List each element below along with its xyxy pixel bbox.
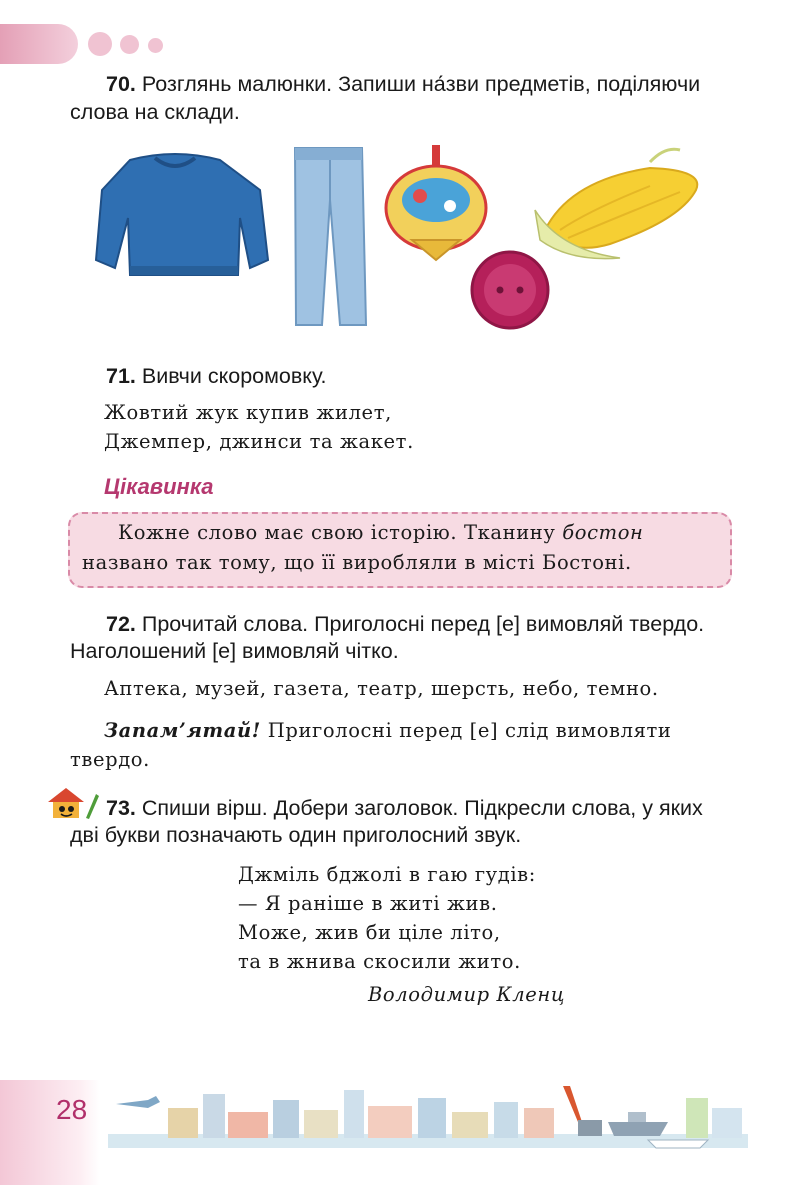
task-number: 72. — [106, 612, 136, 636]
poem-author: Володимир Кленц — [368, 983, 566, 1006]
fact-text-line: названо так тому, що її виробляли в місті Бостоні. — [82, 551, 632, 574]
task-text: Прочитай слова. Приголосні перед [е] вимовляй твердо. — [141, 612, 705, 636]
task-text: Спиши вірш. Добери заголовок. Підкресли слова, у яких — [141, 796, 703, 820]
remember-line — [104, 716, 672, 746]
header-tab-decoration — [0, 24, 78, 64]
fact-heading: Цікавинка — [104, 474, 214, 499]
task-70-text-continued: слова на склади. — [70, 100, 240, 124]
poem-line: Джміль бджолі в гаю гудів: — [238, 863, 536, 886]
header-dot-decoration — [148, 38, 163, 53]
task-70 — [106, 70, 746, 99]
header-dot-decoration — [120, 35, 139, 54]
tongue-twister-line: Жовтий жук купив жилет, — [104, 401, 392, 424]
header-dot-decoration — [88, 32, 112, 56]
poem-line: та в жнива скосили жито. — [238, 950, 521, 973]
task-73-text-continued: дві букви позначають один приголосний звук. — [70, 823, 522, 847]
house-pencil-icon — [44, 784, 100, 820]
task-71 — [106, 362, 327, 391]
page-number: 28 — [56, 1094, 88, 1125]
spinning-top-icon — [386, 145, 486, 260]
task-number: 70. — [106, 72, 136, 96]
task-text: Розглянь малюнки. Запиши на́зви предметів, поділяючи — [141, 72, 701, 96]
task-number: 73. — [106, 796, 136, 820]
jeans-icon — [295, 148, 366, 325]
tongue-twister-line: Джемпер, джинси та жакет. — [104, 430, 414, 453]
task-text: Вивчи скоромовку. — [141, 364, 327, 388]
corn-icon — [535, 149, 697, 258]
fact-text: Кожне слово має свою історію. Тканину — [118, 521, 563, 544]
poem-line: Може, жив би ціле літо, — [238, 921, 501, 944]
remember-label: Запам’ятай! — [104, 719, 261, 742]
task-72-text-continued: Наголошений [е] вимовляй чітко. — [70, 639, 399, 663]
fact-text-line — [118, 518, 724, 548]
button-icon — [472, 252, 548, 328]
task-72 — [106, 610, 746, 639]
task-70-pictures — [90, 140, 710, 340]
task-73 — [106, 794, 746, 823]
fact-term: бостон — [562, 521, 644, 544]
sweater-icon — [96, 154, 268, 275]
word-list: Аптека, музей, газета, театр, шерсть, небо, темно. — [104, 677, 659, 700]
poem-line: — Я раніше в житі жив. — [238, 892, 498, 915]
city-skyline-decoration — [108, 1082, 748, 1152]
remember-text: Приголосні перед [е] слід вимовляти — [260, 719, 672, 742]
task-number: 71. — [106, 364, 136, 388]
remember-text-continued: твердо. — [70, 748, 150, 771]
